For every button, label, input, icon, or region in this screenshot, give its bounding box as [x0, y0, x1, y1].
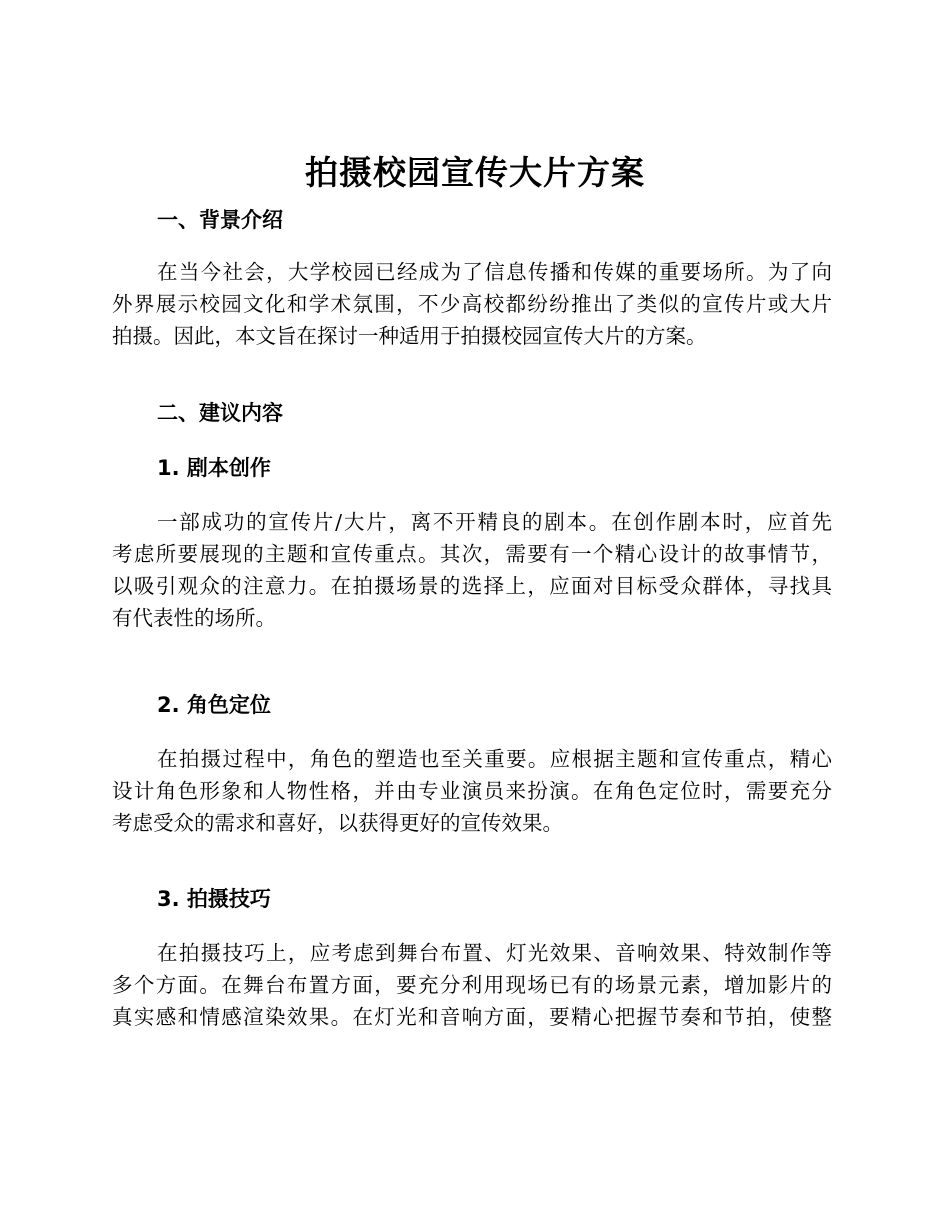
paragraph-line: 有代表性的场所。	[112, 606, 276, 630]
paragraph-line: 在当今社会，大学校园已经成为了信息传播和传媒的重要场所。为了向	[157, 260, 832, 284]
section-heading-background: 一、背景介绍	[157, 208, 283, 232]
paragraph-line: 多个方面。在舞台布置方面，要充分利用现场已有的场景元素，增加影片的	[112, 973, 832, 997]
paragraph-script	[112, 506, 832, 634]
paragraph-line: 一部成功的宣传片/大片，离不开精良的剧本。在创作剧本时，应首先	[157, 510, 832, 534]
subsection-heading-techniques: 3. 拍摄技巧	[157, 887, 271, 911]
paragraph-line: 在拍摄过程中，角色的塑造也至关重要。应根据主题和宣传重点，精心	[157, 747, 832, 771]
paragraph-line: 设计角色形象和人物性格，并由专业演员来扮演。在角色定位时，需要充分	[112, 779, 832, 803]
section-heading-suggestions: 二、建议内容	[157, 401, 283, 425]
paragraph-roles	[112, 743, 832, 839]
paragraph-background	[112, 256, 832, 352]
paragraph-line: 拍摄。因此，本文旨在探讨一种适用于拍摄校园宣传大片的方案。	[112, 324, 707, 348]
subsection-heading-roles: 2. 角色定位	[157, 693, 271, 717]
paragraph-line: 以吸引观众的注意力。在拍摄场景的选择上，应面对目标受众群体，寻找具	[112, 574, 832, 598]
paragraph-techniques	[112, 937, 832, 1033]
paragraph-line: 真实感和情感渲染效果。在灯光和音响方面，要精心把握节奏和节拍，使整	[112, 1005, 832, 1029]
paragraph-line: 在拍摄技巧上，应考虑到舞台布置、灯光效果、音响效果、特效制作等	[157, 941, 832, 965]
paragraph-line: 考虑所要展现的主题和宣传重点。其次，需要有一个精心设计的故事情节，	[112, 542, 832, 566]
paragraph-line: 外界展示校园文化和学术氛围，不少高校都纷纷推出了类似的宣传片或大片	[112, 292, 832, 316]
subsection-heading-script: 1. 剧本创作	[157, 456, 271, 480]
document-title: 拍摄校园宣传大片方案	[305, 153, 645, 192]
paragraph-line: 考虑受众的需求和喜好，以获得更好的宣传效果。	[112, 811, 563, 835]
